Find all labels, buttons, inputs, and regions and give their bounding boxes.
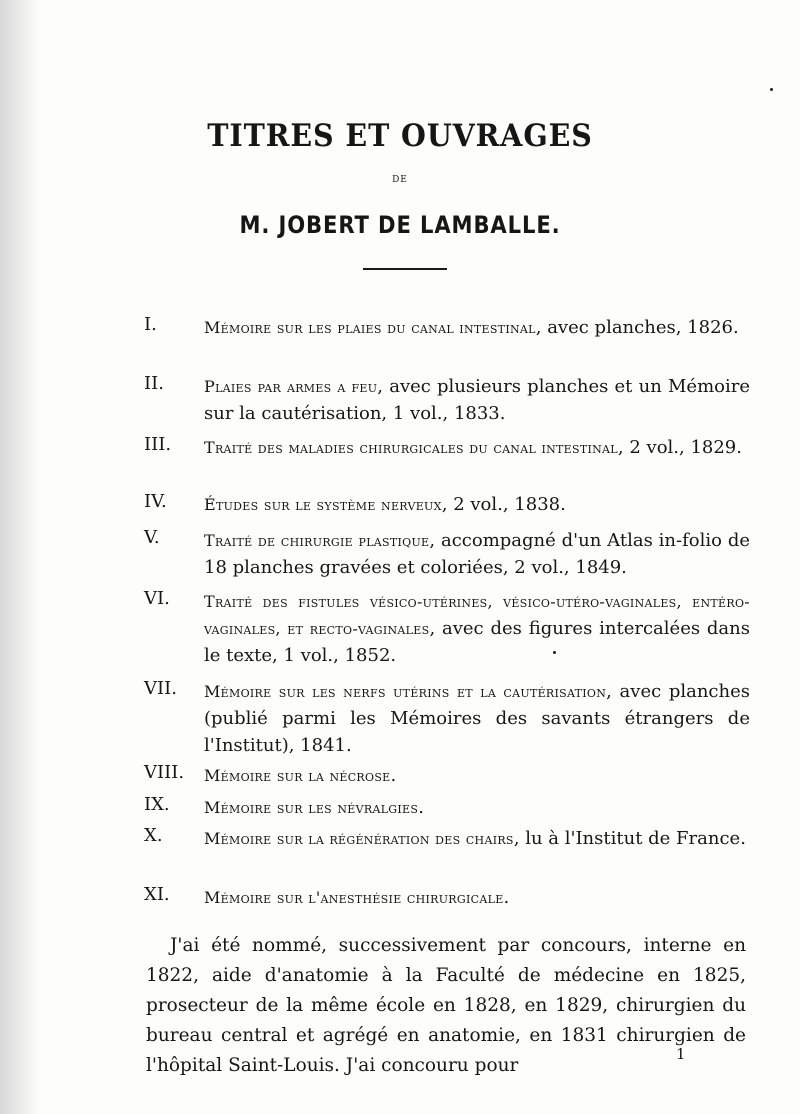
item-title: Traité des maladies chirurgicales du canal intestinal: [204, 438, 618, 457]
item-details: , avec plusieurs planches et un Mémoire sur la cautérisation, 1 vol., 1833.: [204, 376, 750, 424]
item-number: V.: [144, 527, 160, 548]
author-name: M. JOBERT DE LAMBALLE.: [239, 211, 561, 239]
title-rule: [363, 268, 447, 270]
item-title: Études sur le système nerveux: [204, 495, 442, 514]
body-paragraph: J'ai été nommé, successivement par concours, interne en 1822, aide d'anatomie à la Faculté de médecine en 1825, prosecteur de la même école en 1828, en 1829, chirurgien du bureau central et agrégé en anatomie, en 1831 chirurgien de l'hôpital Saint-Louis. J'ai concouru pour: [146, 935, 746, 1076]
item-number: X.: [144, 825, 163, 846]
item-details: , accompagné d'un Atlas in-folio de 18 planches gravées et coloriées, 2 vol., 1849.: [204, 530, 750, 578]
page-title: TITRES ET OUVRAGES: [207, 118, 593, 154]
item-text: [204, 678, 750, 759]
item-number: VII.: [144, 678, 177, 699]
item-text: [204, 314, 750, 341]
page-number: 1: [676, 1045, 686, 1063]
item-number: IX.: [144, 794, 170, 815]
item-number: IV.: [144, 491, 167, 512]
item-title: Traité des fistules vésico-utérines, vésico-utéro-vaginales, entéro-vaginales, et recto-vaginales: [204, 592, 750, 638]
item-details: , avec des figures intercalées dans le texte, 1 vol., 1852.: [204, 618, 750, 666]
item-number: XI.: [144, 884, 170, 905]
item-number: I.: [144, 314, 157, 335]
item-title: Mémoire sur les plaies du canal intestinal: [204, 318, 536, 337]
item-number: VI.: [144, 588, 170, 609]
item-text: [204, 762, 750, 789]
scan-speck: [770, 88, 773, 91]
item-details: , 2 vol., 1838.: [441, 494, 566, 515]
item-text: [204, 373, 750, 427]
item-details: , 2 vol., 1829.: [617, 437, 742, 458]
scan-speck: [553, 651, 556, 654]
item-number: VIII.: [144, 762, 185, 783]
item-details: .: [503, 887, 510, 908]
title-connector: DE: [392, 175, 408, 185]
item-title: Traité de chirurgie plastique: [204, 531, 430, 550]
item-text: [204, 794, 750, 821]
item-title: Mémoire sur la nécrose: [204, 766, 391, 785]
item-title: Mémoire sur les nerfs utérins et la cautérisation: [204, 682, 607, 701]
item-details: , avec planches, 1826.: [535, 317, 739, 338]
item-details: , avec planches (publié parmi les Mémoires des savants étrangers de l'Institut), 1841.: [204, 681, 750, 756]
item-text: [204, 491, 750, 518]
item-text: [204, 825, 750, 852]
item-text: [204, 527, 750, 581]
item-title: Plaies par armes a feu: [204, 377, 378, 396]
item-text: [204, 434, 750, 461]
item-text: [204, 884, 750, 911]
item-number: III.: [144, 434, 172, 455]
item-title: Mémoire sur l'anesthésie chirurgicale: [204, 888, 504, 907]
item-title: Mémoire sur les névralgies: [204, 798, 419, 817]
item-details: .: [418, 797, 424, 818]
page-edge-shadow: [0, 0, 40, 1114]
item-details: , lu à l'Institut de France.: [513, 828, 746, 849]
item-title: Mémoire sur la régénération des chairs: [204, 829, 514, 848]
item-number: II.: [144, 373, 164, 394]
item-text: [204, 588, 750, 669]
item-details: .: [390, 765, 397, 786]
